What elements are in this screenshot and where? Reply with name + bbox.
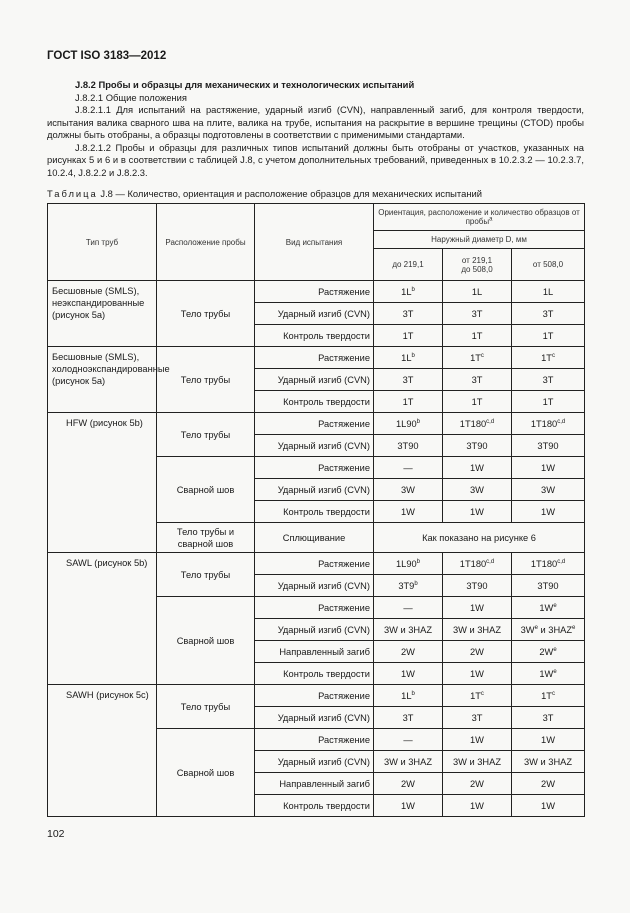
table-row: Ударный изгиб (CVN) 3W и 3HAZ 3W и 3HAZ $3W^e$ и 3HAZ$^e$	[48, 619, 585, 641]
col-d2: от 219,1 до 508,0	[443, 249, 512, 281]
col-d3: от 508,0	[512, 249, 585, 281]
location-cell: Сварной шов	[157, 457, 255, 523]
table-row: Сварной шов Растяжение — 1W 1W	[48, 457, 585, 479]
table-row: Контроль твердости 1W 1W 1W	[48, 795, 585, 817]
document-header: ГОСТ ISO 3183—2012	[47, 50, 167, 62]
location-cell: Сварной шов	[157, 729, 255, 817]
caption-text: J.8 — Количество, ориентация и расположение образцов для механических испытаний	[100, 188, 482, 199]
col-location: Расположение пробы	[157, 204, 255, 281]
paragraph-2: J.8.2.1.2 Пробы и образцы для различных типов испытаний должны быть отобраны от участков, указанных на рисунках 5 и 6 и в соответствии с таблицей J.8, с учетом дополнительных требований, приведенных в 10.2.3.2 — 10.2.3.7, 10.2.4, J.8.2.2 и J.8.2.3.	[47, 141, 584, 178]
table-row: Ударный изгиб (CVN) 3T 3T 3T	[48, 303, 585, 325]
section-text	[47, 79, 584, 179]
caption-label: Таблица	[47, 188, 98, 199]
pipe-type-cell: SAWH (рисунок 5c)	[48, 685, 157, 817]
section-heading: J.8.2 Пробы и образцы для механических и технологических испытаний	[75, 79, 415, 90]
pipe-type-cell: Бесшовные (SMLS), холодноэкспандированные (рисунок 5a)	[48, 347, 157, 413]
col-orientation: Ориентация, расположение и количество образцов от пробы$^а$	[374, 204, 585, 231]
subsection-title: J.8.2.1 Общие положения	[75, 91, 187, 103]
table-row: Сварной шов Растяжение — 1W $1W^e$	[48, 597, 585, 619]
table-caption	[47, 188, 482, 199]
table-row: Ударный изгиб (CVN) 3W и 3HAZ 3W и 3HAZ 3W и 3HAZ	[48, 751, 585, 773]
table-row: SAWL (рисунок 5b) Тело трубы Растяжение 1L90$^b$ 1T180$^{c,d}$ 1T180$^{c,d}$	[48, 553, 585, 575]
pipe-type-cell: HFW (рисунок 5b)	[48, 413, 157, 553]
col-d1: до 219,1	[374, 249, 443, 281]
location-cell: Тело трубы и сварной шов	[157, 523, 255, 553]
specimen-table	[47, 203, 585, 817]
col-diameter: Наружный диаметр D, мм	[374, 231, 585, 249]
location-cell: Тело трубы	[157, 413, 255, 457]
table-row: SAWH (рисунок 5c) Тело трубы Растяжение $1L^b$ $1T^c$ $1T^c$	[48, 685, 585, 707]
table-row: Ударный изгиб (CVN) 3T 3T 3T	[48, 369, 585, 391]
col-test-type: Вид испытания	[255, 204, 374, 281]
table-row: Направленный загиб 2W 2W $2W^e$	[48, 641, 585, 663]
page-number: 102	[47, 828, 65, 840]
paragraph-1: J.8.2.1.1 Для испытаний на растяжение, ударный изгиб (CVN), направленный загиб, для контроля твердости, испытания валика сварного шва на плите, валика на трубе, испытания на раскрытие в вершине трещины (CTOD) пробы должны быть отобраны, а образцы подготовлены в соответствии с применимыми стандартами.	[47, 104, 584, 140]
table-row: Контроль твердости 1T 1T 1T	[48, 325, 585, 347]
table-row: Контроль твердости 1T 1T 1T	[48, 391, 585, 413]
table-row: Направленный загиб 2W 2W 2W	[48, 773, 585, 795]
table-row: Контроль твердости 1W 1W $1W^e$	[48, 663, 585, 685]
table-row: Бесшовные (SMLS), холодноэкспандированные (рисунок 5a) Тело трубы Растяжение $1L^b$ $1T^c$ $1T^c$	[48, 347, 585, 369]
location-cell: Тело трубы	[157, 553, 255, 597]
table-row: Тело трубы и сварной шов Сплющивание Как показано на рисунке 6	[48, 523, 585, 553]
pipe-type-cell: Бесшовные (SMLS), неэкспандированные (рисунок 5a)	[48, 281, 157, 347]
col-pipe-type: Тип труб	[48, 204, 157, 281]
table-row: Контроль твердости 1W 1W 1W	[48, 501, 585, 523]
table-row: Ударный изгиб (CVN) 3T 3T 3T	[48, 707, 585, 729]
table-row: Ударный изгиб (CVN) 3T90 3T90 3T90	[48, 435, 585, 457]
table-row: Сварной шов Растяжение — 1W 1W	[48, 729, 585, 751]
location-cell: Тело трубы	[157, 281, 255, 347]
location-cell: Сварной шов	[157, 597, 255, 685]
table-row: Ударный изгиб (CVN) 3W 3W 3W	[48, 479, 585, 501]
location-cell: Тело трубы	[157, 347, 255, 413]
table-row: Ударный изгиб (CVN) 3T9$^b$ 3T90 3T90	[48, 575, 585, 597]
table-row: HFW (рисунок 5b) Тело трубы Растяжение 1L90$^b$ 1T180$^{c,d}$ 1T180$^{c,d}$	[48, 413, 585, 435]
table-row: Бесшовные (SMLS), неэкспандированные (рисунок 5a) Тело трубы Растяжение $1L^b$ 1L 1L	[48, 281, 585, 303]
location-cell: Тело трубы	[157, 685, 255, 729]
pipe-type-cell: SAWL (рисунок 5b)	[48, 553, 157, 685]
